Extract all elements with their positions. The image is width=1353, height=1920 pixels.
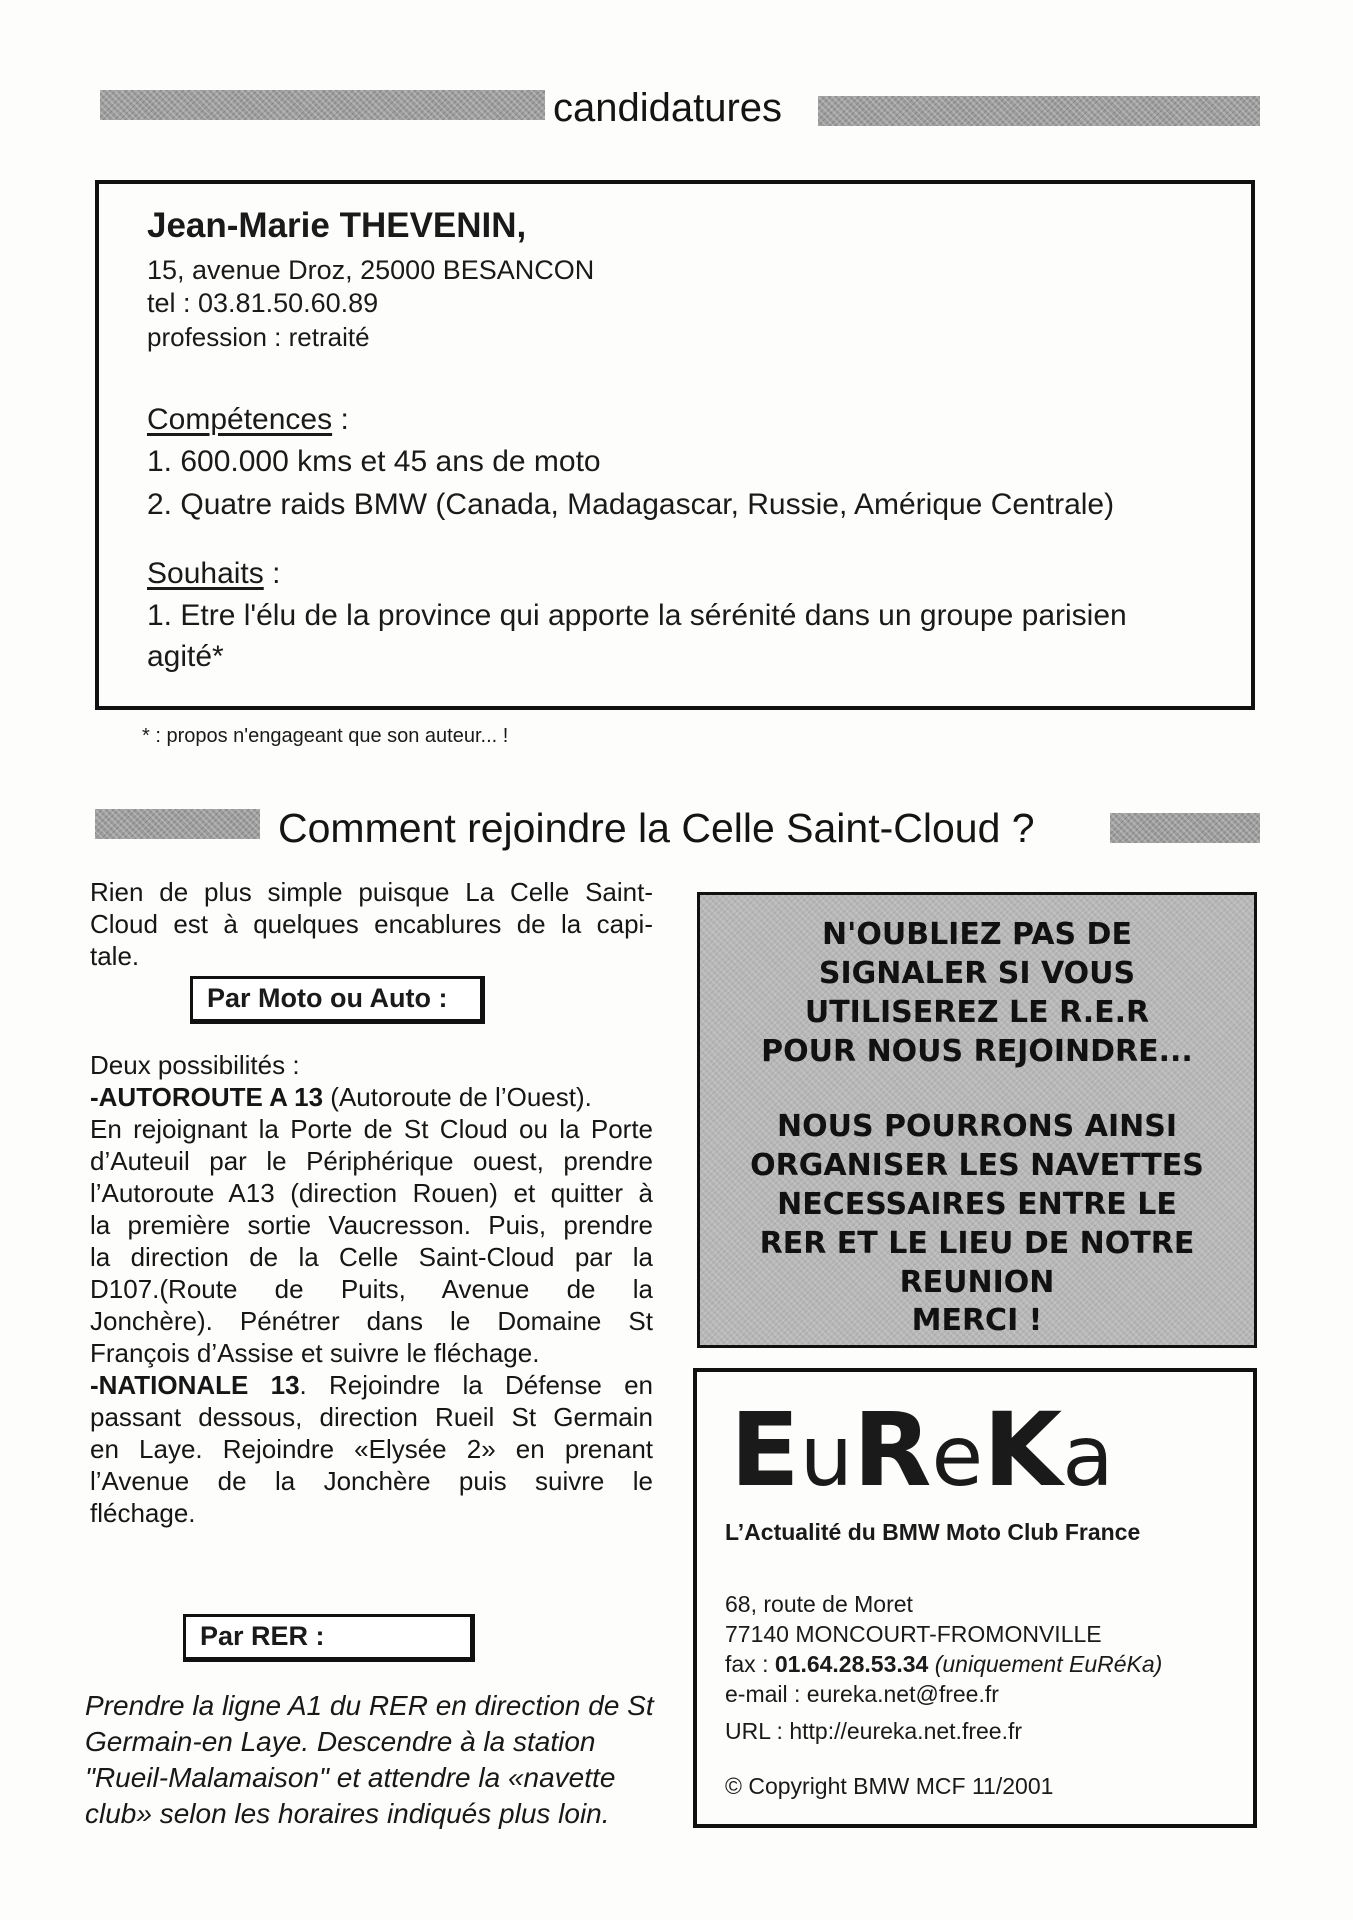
eureka-address-street: 68, route de Moret bbox=[725, 1591, 913, 1617]
competence-item: 1. 600.000 kms et 45 ans de moto bbox=[147, 445, 601, 478]
autoroute-line: En rejoignant la Porte de St Cloud ou la Porte bbox=[90, 1114, 653, 1144]
autoroute-label-rest: (Autoroute de l’Ouest). bbox=[323, 1082, 592, 1112]
eureka-url: URL : http://eureka.net.free.fr bbox=[725, 1718, 1023, 1744]
notice-line: NOUS POURRONS AINSI bbox=[777, 1109, 1177, 1144]
competences-label: Compétences bbox=[147, 403, 333, 436]
rer-notice-box bbox=[697, 892, 1257, 1348]
intro-line: tale. bbox=[90, 941, 140, 971]
autoroute-line: François d’Assise et suivre le fléchage. bbox=[90, 1338, 540, 1368]
notice-line: NECESSAIRES ENTRE LE bbox=[777, 1187, 1177, 1222]
souhait-item-continued: agité* bbox=[147, 640, 224, 673]
notice-line: N'OUBLIEZ PAS DE bbox=[822, 917, 1132, 952]
fax-note: (uniquement EuRéKa) bbox=[928, 1651, 1163, 1677]
notice-line: MERCI ! bbox=[911, 1303, 1043, 1338]
section-title-directions: Comment rejoindre la Celle Saint-Cloud ? bbox=[278, 805, 1035, 851]
autoroute-line: la première sortie Vaucresson. Puis, prendre bbox=[90, 1210, 653, 1240]
notice-line: SIGNALER SI VOUS bbox=[818, 956, 1136, 991]
eureka-logo: EuReKa bbox=[730, 1391, 1114, 1510]
intro-line: Rien de plus simple puisque La Celle Saint- bbox=[90, 877, 653, 907]
rer-line: Prendre la ligne A1 du RER en direction de St bbox=[85, 1690, 654, 1721]
footnote: * : propos n'engageant que son auteur... ! bbox=[142, 725, 509, 747]
section-title-candidatures: candidatures bbox=[553, 86, 783, 130]
nationale-heading bbox=[90, 1369, 653, 1401]
eureka-email: e-mail : eureka.net@free.fr bbox=[725, 1681, 999, 1707]
souhaits-heading bbox=[147, 555, 280, 593]
fax-number: 01.64.28.53.34 bbox=[774, 1651, 929, 1677]
nationale-line: l’Avenue de la Jonchère puis suivre le bbox=[90, 1466, 653, 1496]
candidate-name: Jean-Marie THEVENIN, bbox=[147, 206, 527, 245]
moto-auto-label: Par Moto ou Auto : bbox=[190, 976, 485, 1024]
notice-line: UTILISEREZ LE R.E.R bbox=[804, 995, 1150, 1030]
autoroute-line: Jonchère). Pénétrer dans le Domaine St bbox=[90, 1306, 653, 1336]
possibilities-text: Deux possibilités : bbox=[90, 1050, 300, 1080]
intro-line: Cloud est à quelques encablures de la capi- bbox=[90, 909, 653, 939]
rer-line: "Rueil-Malamaison" et attendre la «navette bbox=[85, 1762, 616, 1793]
autoroute-line: l’Autoroute A13 (direction Rouen) et quitter à bbox=[90, 1178, 653, 1208]
souhait-item: 1. Etre l'élu de la province qui apporte la sérénité dans un groupe parisien bbox=[147, 599, 1127, 632]
fax-label: fax : bbox=[725, 1651, 775, 1677]
title-bar-right bbox=[1110, 813, 1260, 843]
title-bar-right bbox=[818, 96, 1260, 126]
eureka-copyright: © Copyright BMW MCF 11/2001 bbox=[725, 1773, 1054, 1799]
candidate-tel: tel : 03.81.50.60.89 bbox=[147, 288, 379, 318]
autoroute-line: d’Auteuil par le Périphérique ouest, prendre bbox=[90, 1146, 653, 1176]
title-bar-left bbox=[100, 90, 545, 120]
competence-item: 2. Quatre raids BMW (Canada, Madagascar, Russie, Amérique Centrale) bbox=[147, 488, 1115, 521]
nationale-label-rest: . Rejoindre la Défense en bbox=[299, 1370, 653, 1400]
notice-line: ORGANISER LES NAVETTES bbox=[750, 1148, 1204, 1183]
nationale-line: fléchage. bbox=[90, 1498, 196, 1528]
autoroute-label: -AUTOROUTE A 13 bbox=[90, 1082, 324, 1112]
notice-line: POUR NOUS REJOINDRE... bbox=[761, 1034, 1193, 1069]
notice-line: REUNION bbox=[899, 1265, 1055, 1300]
competences-colon: : bbox=[332, 403, 349, 436]
nationale-line: en Laye. Rejoindre «Elysée 2» en prenant bbox=[90, 1434, 653, 1464]
candidate-address: 15, avenue Droz, 25000 BESANCON bbox=[147, 255, 595, 285]
autoroute-line: D107.(Route de Puits, Avenue de la bbox=[90, 1274, 653, 1304]
eureka-address-city: 77140 MONCOURT-FROMONVILLE bbox=[725, 1621, 1102, 1647]
rer-label: Par RER : bbox=[183, 1614, 475, 1662]
title-bar-left bbox=[95, 809, 260, 839]
nationale-line: passant dessous, direction Rueil St Germain bbox=[90, 1402, 653, 1432]
competences-heading bbox=[147, 401, 349, 439]
rer-line: club» selon les horaires indiqués plus loin. bbox=[85, 1798, 610, 1829]
eureka-tagline: L’Actualité du BMW Moto Club France bbox=[725, 1519, 1141, 1545]
candidate-profession: profession : retraité bbox=[147, 322, 370, 352]
nationale-label: -NATIONALE 13 bbox=[90, 1370, 300, 1400]
autoroute-line: la direction de la Celle Saint-Cloud par la bbox=[90, 1242, 653, 1272]
rer-line: Germain-en Laye. Descendre à la station bbox=[85, 1726, 596, 1757]
souhaits-colon: : bbox=[263, 557, 281, 590]
notice-line: RER ET LE LIEU DE NOTRE bbox=[759, 1226, 1195, 1261]
autoroute-heading bbox=[90, 1081, 653, 1113]
souhaits-label: Souhaits bbox=[147, 557, 264, 590]
eureka-fax bbox=[725, 1650, 1162, 1678]
